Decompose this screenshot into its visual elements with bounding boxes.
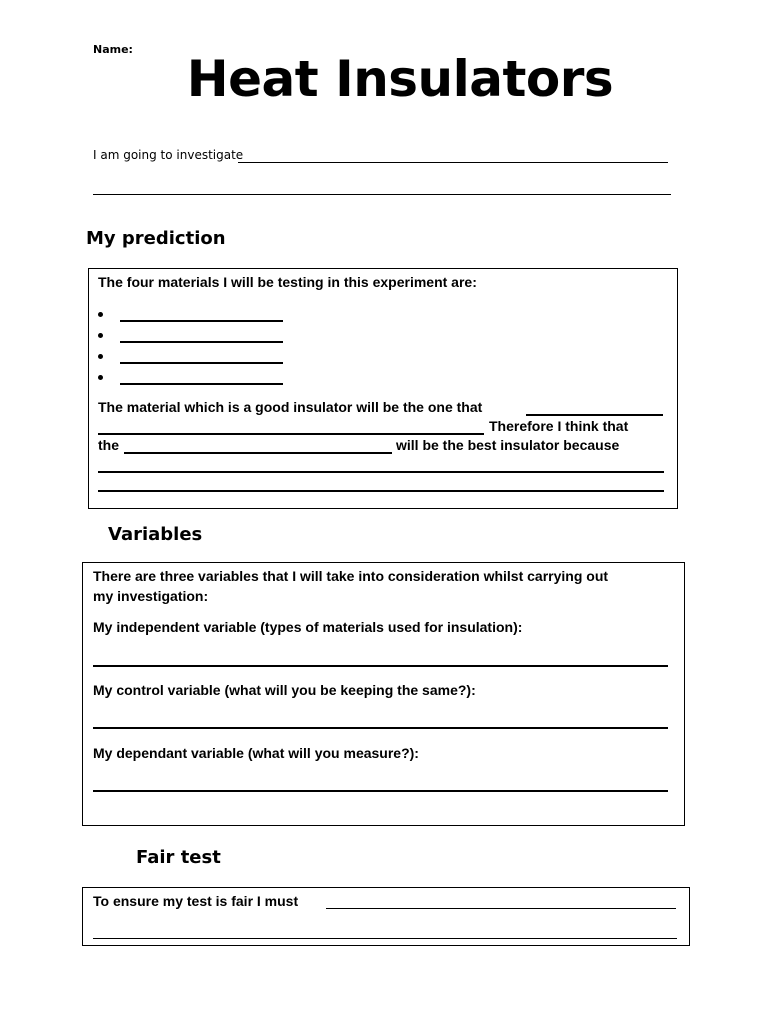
dependent-variable-line[interactable] (93, 790, 668, 792)
fair-test-prompt: To ensure my test is fair I must (93, 893, 299, 909)
control-variable-label: My control variable (what will you be keeping the same?): (93, 682, 476, 698)
prediction-heading: My prediction (86, 228, 226, 249)
prediction-blank-line[interactable] (98, 433, 484, 435)
material-line-3[interactable] (120, 362, 283, 364)
bullet-dot (98, 375, 103, 380)
best-insulator-line[interactable] (124, 452, 392, 454)
bullet-dot (98, 333, 103, 338)
prediction-sentence-3-suffix: will be the best insulator because (396, 437, 620, 453)
control-variable-line[interactable] (93, 727, 668, 729)
investigate-line-1[interactable] (238, 162, 668, 163)
bullet-dot (98, 312, 103, 317)
variables-heading: Variables (108, 524, 203, 545)
bullet-dot (98, 354, 103, 359)
fair-test-box (82, 887, 690, 946)
fair-test-heading: Fair test (136, 847, 221, 868)
prediction-intro: The four materials I will be testing in this experiment are: (98, 274, 477, 290)
dependent-variable-label: My dependant variable (what will you measure?): (93, 745, 419, 761)
because-line-1[interactable] (98, 471, 664, 473)
material-line-4[interactable] (120, 383, 283, 385)
prediction-box (88, 268, 678, 509)
material-line-1[interactable] (120, 320, 283, 322)
independent-variable-line[interactable] (93, 665, 668, 667)
prediction-sentence-3-prefix: the (98, 437, 119, 453)
variables-box (82, 562, 685, 826)
name-label: Name: (93, 43, 133, 56)
page-title: Heat Insulators (186, 50, 614, 108)
variables-intro-line-2: my investigation: (93, 588, 209, 604)
investigate-line-2[interactable] (93, 194, 671, 195)
variables-intro-line-1: There are three variables that I will take into consideration whilst carrying out (93, 568, 609, 584)
good-insulator-line[interactable] (526, 414, 663, 416)
because-line-2[interactable] (98, 490, 664, 492)
fair-test-line-1[interactable] (326, 908, 676, 909)
prediction-sentence-2: Therefore I think that (489, 418, 629, 434)
prediction-sentence-1: The material which is a good insulator will be the one that (98, 399, 483, 415)
investigate-label: I am going to investigate (93, 148, 244, 162)
independent-variable-label: My independent variable (types of materials used for insulation): (93, 619, 523, 635)
fair-test-line-2[interactable] (93, 938, 677, 939)
material-line-2[interactable] (120, 341, 283, 343)
